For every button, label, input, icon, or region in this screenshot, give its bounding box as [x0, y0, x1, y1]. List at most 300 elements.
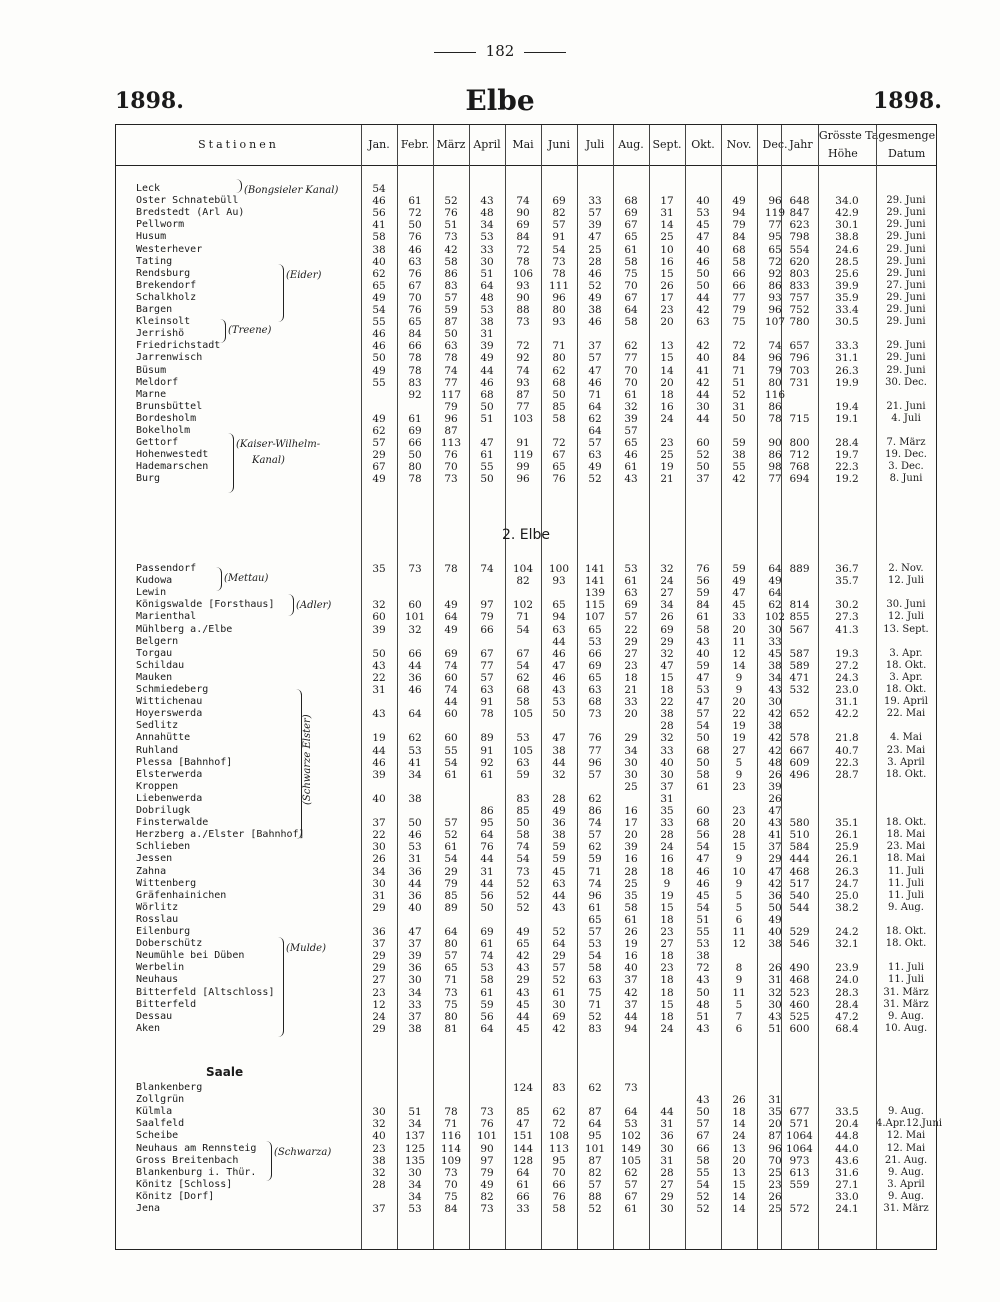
cell-datum: 18. Mai: [886, 829, 926, 841]
cell-month: 84: [732, 352, 746, 365]
cell-jahr: 667: [789, 744, 810, 757]
cell-month: 32: [408, 623, 422, 636]
cell-month: 11: [732, 926, 746, 938]
cell-month: 78: [444, 563, 458, 575]
station-name: Passendorf: [136, 563, 197, 574]
river-bracket-label: (Schwarze Elster): [302, 714, 313, 805]
cell-month: 30: [480, 255, 494, 268]
cell-month: 19: [624, 938, 638, 951]
cell-month: 96: [552, 291, 566, 304]
cell-hoehe: 68.4: [835, 1022, 859, 1035]
cell-month: 67: [552, 449, 566, 462]
cell-month: 52: [552, 974, 566, 987]
cell-hoehe: 42.9: [835, 207, 859, 220]
cell-month: 84: [444, 1203, 458, 1215]
station-name: Lewin: [136, 587, 167, 599]
cell-month: 65: [588, 671, 602, 684]
cell-month: 50: [480, 473, 494, 486]
cell-jahr: 752: [789, 304, 810, 316]
cell-month: 82: [480, 1190, 494, 1203]
cell-month: 79: [768, 364, 782, 377]
cell-month: 40: [696, 647, 710, 660]
cell-month: 20: [732, 623, 746, 636]
cell-month: 35: [768, 1106, 782, 1119]
cell-month: 28: [660, 720, 674, 733]
cell-month: 52: [588, 1203, 602, 1215]
cell-month: 38: [480, 316, 494, 329]
cell-month: 15: [660, 998, 674, 1011]
cell-month: 34: [768, 671, 782, 684]
cell-month: 59: [516, 768, 530, 781]
cell-month: 62: [516, 671, 530, 684]
cell-jahr: 814: [789, 599, 810, 612]
cell-month: 78: [516, 255, 530, 268]
cell-month: 61: [408, 412, 422, 425]
header-jul: Juli: [585, 138, 605, 151]
cell-month: 73: [516, 316, 530, 329]
cell-month: 70: [444, 1178, 458, 1191]
cell-month: 24: [732, 1130, 746, 1143]
cell-month: 46: [624, 449, 638, 462]
cell-month: 73: [588, 708, 602, 721]
cell-hoehe: 19.2: [835, 473, 859, 486]
cell-month: 90: [480, 1142, 494, 1155]
cell-jahr: 648: [789, 195, 810, 208]
cell-hoehe: 19.7: [835, 449, 859, 462]
cell-month: 47: [660, 659, 674, 672]
cell-jahr: 694: [789, 473, 810, 486]
table-row: [116, 207, 936, 219]
cell-month: 61: [444, 841, 458, 854]
cell-month: 46: [552, 647, 566, 660]
cell-month: 36: [408, 865, 422, 878]
cell-month: 64: [444, 926, 458, 938]
table-row: [116, 1023, 936, 1035]
cell-month: 73: [624, 1082, 638, 1094]
cell-month: 13: [732, 1142, 746, 1155]
station-name: Rosslau: [136, 913, 179, 925]
cell-month: 64: [624, 304, 638, 316]
station-name: Sedlitz: [136, 720, 179, 732]
cell-month: 57: [696, 1118, 710, 1131]
cell-month: 34: [408, 1118, 422, 1131]
cell-month: 69: [588, 659, 602, 672]
table-row: [116, 769, 936, 781]
cell-month: 57: [552, 219, 566, 232]
cell-month: 90: [768, 437, 782, 450]
cell-month: 8: [735, 962, 743, 975]
table-row: [116, 624, 936, 636]
cell-month: 60: [444, 671, 458, 684]
cell-month: 22: [660, 696, 674, 709]
cell-month: 33: [768, 635, 782, 648]
cell-jahr: 800: [789, 437, 810, 450]
cell-month: 69: [480, 926, 494, 938]
cell-month: 43: [552, 684, 566, 696]
station-name: Werbelin: [136, 962, 185, 974]
cell-month: 62: [408, 732, 422, 745]
cell-month: 111: [548, 279, 570, 292]
cell-month: 25: [624, 877, 638, 890]
cell-jahr: 529: [789, 926, 810, 938]
cell-month: 51: [732, 376, 746, 389]
cell-month: 85: [444, 889, 458, 902]
cell-month: 64: [480, 829, 494, 842]
cell-month: 68: [552, 376, 566, 389]
cell-hoehe: 42.2: [835, 708, 859, 721]
cell-jahr: 620: [789, 255, 810, 268]
cell-month: 30: [768, 623, 782, 636]
cell-datum: 18. Okt.: [885, 938, 927, 950]
cell-month: 54: [696, 841, 710, 854]
cell-month: 39: [480, 340, 494, 353]
table-row: [116, 926, 936, 938]
cell-month: 11: [732, 635, 746, 648]
cell-month: 30: [624, 768, 638, 781]
cell-datum: 19. Dec.: [885, 449, 927, 461]
table-row: [116, 292, 936, 304]
cell-month: 56: [372, 207, 386, 220]
station-name: Bitterfeld: [136, 998, 197, 1010]
cell-month: 71: [588, 998, 602, 1011]
cell-month: 67: [696, 1130, 710, 1143]
cell-month: 59: [732, 437, 746, 450]
cell-month: 75: [588, 986, 602, 999]
cell-month: 58: [624, 316, 638, 329]
cell-month: 70: [624, 279, 638, 292]
cell-month: 62: [588, 1082, 602, 1094]
table-row: [116, 461, 936, 473]
table-row: [116, 672, 936, 684]
cell-month: 97: [480, 1154, 494, 1167]
cell-month: 36: [372, 926, 386, 938]
cell-month: 42: [624, 986, 638, 999]
cell-month: 73: [552, 255, 566, 268]
cell-month: 17: [660, 291, 674, 304]
cell-month: 86: [480, 805, 494, 817]
cell-month: 37: [372, 938, 386, 951]
cell-month: 62: [372, 267, 386, 280]
cell-month: 85: [552, 400, 566, 413]
cell-hoehe: 30.5: [835, 316, 859, 329]
cell-month: 56: [480, 889, 494, 902]
cell-month: 75: [444, 1190, 458, 1203]
cell-datum: 8. Juni: [889, 473, 923, 485]
station-name: Leck: [136, 183, 161, 194]
cell-month: 85: [516, 805, 530, 817]
cell-month: 62: [768, 599, 782, 612]
cell-month: 6: [735, 1022, 743, 1035]
cell-datum: 31. März: [883, 986, 929, 998]
cell-month: 59: [588, 853, 602, 866]
cell-month: 49: [768, 913, 782, 926]
header-sep: Sept.: [652, 138, 682, 151]
cell-month: 30: [660, 768, 674, 781]
cell-hoehe: 26.3: [835, 364, 859, 377]
section-title: 2. Elbe: [501, 527, 551, 543]
cell-month: 35: [660, 805, 674, 817]
cell-month: 78: [408, 473, 422, 486]
cell-month: 43: [768, 817, 782, 830]
cell-month: 70: [624, 376, 638, 389]
cell-datum: 22. Mai: [886, 708, 926, 720]
cell-month: 96: [588, 889, 602, 902]
header-stationen: Stationen: [198, 138, 279, 151]
cell-month: 43: [696, 1094, 710, 1107]
cell-month: 26: [372, 853, 386, 866]
cell-month: 87: [516, 388, 530, 401]
header-datum: Datum: [888, 147, 926, 160]
cell-month: 34: [408, 1190, 422, 1203]
cell-jahr: 546: [789, 938, 810, 951]
cell-month: 53: [480, 962, 494, 975]
cell-month: 7: [735, 1010, 743, 1023]
cell-hoehe: 19.1: [835, 412, 859, 425]
cell-month: 68: [732, 243, 746, 256]
cell-month: 49: [480, 352, 494, 365]
cell-month: 51: [480, 412, 494, 425]
cell-month: 48: [768, 756, 782, 769]
cell-month: 28: [732, 829, 746, 842]
cell-hoehe: 28.7: [835, 768, 859, 781]
cell-month: 49: [768, 575, 782, 588]
cell-month: 77: [624, 352, 638, 365]
cell-hoehe: 44.8: [835, 1130, 859, 1143]
cell-month: 38: [408, 1022, 422, 1035]
cell-month: 20: [624, 708, 638, 721]
cell-month: 34: [408, 986, 422, 999]
cell-month: 27: [660, 1178, 674, 1191]
cell-month: 20: [660, 316, 674, 329]
cell-month: 83: [444, 279, 458, 292]
cell-month: 40: [372, 255, 386, 268]
page-number: 182: [0, 42, 1000, 60]
table-row: [116, 1167, 936, 1179]
cell-month: 65: [768, 243, 782, 256]
cell-hoehe: 39.9: [835, 279, 859, 292]
cell-month: 28: [552, 792, 566, 805]
cell-month: 98: [768, 461, 782, 474]
cell-month: 73: [408, 563, 422, 575]
cell-month: 50: [408, 449, 422, 462]
cell-month: 55: [372, 376, 386, 389]
cell-month: 68: [588, 696, 602, 709]
river-bracket-label: (Eider): [286, 270, 322, 281]
cell-month: 71: [552, 340, 566, 353]
cell-month: 19: [732, 732, 746, 745]
cell-month: 49: [588, 461, 602, 474]
station-name: Dobrilugk: [136, 805, 191, 816]
cell-month: 24: [660, 575, 674, 588]
cell-month: 34: [408, 768, 422, 781]
cell-month: 32: [660, 732, 674, 745]
cell-month: 70: [624, 364, 638, 377]
cell-month: 46: [372, 756, 386, 769]
table-row: [116, 1130, 936, 1142]
cell-month: 32: [372, 1118, 386, 1131]
cell-month: 16: [624, 853, 638, 866]
cell-month: 18: [660, 913, 674, 926]
cell-month: 59: [696, 587, 710, 600]
cell-month: 19: [660, 889, 674, 902]
cell-month: 29: [552, 950, 566, 963]
cell-jahr: 589: [789, 659, 810, 672]
cell-month: 44: [696, 388, 710, 401]
table-row: [116, 425, 936, 437]
cell-month: 25: [624, 780, 638, 793]
cell-month: 29: [444, 865, 458, 878]
cell-month: 51: [696, 913, 710, 926]
cell-month: 46: [696, 255, 710, 268]
cell-month: 62: [588, 841, 602, 854]
station-name: Elsterwerda: [136, 768, 203, 780]
cell-jahr: 587: [789, 647, 810, 660]
cell-month: 43: [372, 708, 386, 721]
cell-month: 94: [624, 1022, 638, 1035]
cell-month: 63: [408, 255, 422, 268]
cell-month: 42: [768, 732, 782, 745]
cell-month: 92: [408, 388, 422, 401]
table-row: [116, 648, 936, 660]
cell-month: 95: [588, 1130, 602, 1143]
cell-hoehe: 20.4: [835, 1118, 859, 1131]
cell-month: 18: [624, 671, 638, 684]
table-row: [116, 473, 936, 485]
cell-month: 23: [372, 986, 386, 999]
cell-month: 76: [552, 1190, 566, 1203]
station-name: Gräfenhainichen: [136, 889, 227, 901]
cell-month: 37: [588, 340, 602, 353]
cell-month: 64: [552, 938, 566, 951]
cell-datum: 3. April: [887, 1178, 925, 1190]
cell-month: 80: [444, 1010, 458, 1023]
cell-month: 100: [548, 563, 570, 575]
cell-datum: 9. Aug.: [888, 1166, 924, 1178]
cell-month: 32: [552, 768, 566, 781]
cell-month: 57: [552, 962, 566, 975]
cell-month: 29: [768, 853, 782, 866]
table-header: [116, 125, 936, 166]
cell-month: 63: [480, 684, 494, 696]
cell-month: 88: [588, 1190, 602, 1203]
station-name: Bredstedt (Arl Au): [136, 207, 245, 219]
cell-month: 57: [480, 671, 494, 684]
table-row: [116, 950, 936, 962]
cell-month: 42: [516, 950, 530, 963]
cell-month: 12: [732, 938, 746, 951]
cell-hoehe: 21.8: [835, 732, 859, 745]
cell-month: 23: [372, 1142, 386, 1155]
cell-month: 64: [444, 611, 458, 624]
cell-datum: 29. Juni: [886, 340, 926, 352]
cell-jahr: 803: [789, 267, 810, 280]
cell-jahr: 525: [789, 1010, 810, 1023]
cell-month: 57: [624, 611, 638, 624]
cell-month: 74: [768, 340, 782, 353]
cell-month: 87: [444, 316, 458, 329]
cell-month: 25: [768, 1203, 782, 1215]
cell-month: 106: [512, 267, 534, 280]
cell-month: 47: [480, 437, 494, 450]
cell-month: 46: [588, 376, 602, 389]
cell-month: 68: [480, 388, 494, 401]
table-row: [116, 987, 936, 999]
cell-jahr: 768: [789, 461, 810, 474]
cell-month: 72: [732, 340, 746, 353]
cell-month: 50: [372, 647, 386, 660]
table-row: [116, 805, 936, 817]
cell-month: 36: [408, 671, 422, 684]
cell-month: 38: [732, 449, 746, 462]
section-title: Saale: [206, 1065, 244, 1079]
cell-jahr: 652: [789, 708, 810, 721]
cell-month: 80: [552, 304, 566, 316]
cell-month: 9: [735, 877, 743, 890]
cell-month: 49: [372, 291, 386, 304]
cell-hoehe: 26.1: [835, 853, 859, 866]
station-name: Belgern: [136, 635, 179, 647]
cell-month: 49: [480, 1178, 494, 1191]
cell-month: 77: [516, 400, 530, 413]
cell-month: 59: [480, 998, 494, 1011]
cell-month: 58: [624, 255, 638, 268]
cell-month: 37: [624, 998, 638, 1011]
cell-datum: 23. Mai: [886, 744, 926, 756]
cell-month: 58: [516, 829, 530, 842]
cell-hoehe: 33.5: [835, 1106, 859, 1119]
cell-month: 31: [660, 1154, 674, 1167]
cell-month: 64: [588, 400, 602, 413]
cell-month: 72: [408, 207, 422, 220]
cell-jahr: 460: [789, 998, 810, 1011]
cell-month: 139: [584, 587, 606, 600]
cell-month: 65: [588, 623, 602, 636]
cell-month: 65: [444, 962, 458, 975]
cell-month: 47: [696, 696, 710, 709]
cell-month: 95: [552, 1154, 566, 1167]
cell-month: 53: [588, 635, 602, 648]
cell-month: 46: [408, 243, 422, 256]
cell-month: 55: [696, 926, 710, 938]
cell-month: 94: [552, 611, 566, 624]
cell-month: 75: [624, 267, 638, 280]
cell-month: 29: [660, 1190, 674, 1203]
cell-month: 52: [588, 473, 602, 486]
cell-month: 19: [660, 461, 674, 474]
cell-datum: 11. Juli: [888, 865, 924, 877]
cell-month: 85: [516, 1106, 530, 1119]
cell-month: 73: [444, 231, 458, 244]
cell-month: 18: [660, 1010, 674, 1023]
cell-month: 54: [444, 756, 458, 769]
cell-month: 76: [552, 473, 566, 486]
cell-month: 57: [444, 291, 458, 304]
cell-datum: 12. Juli: [888, 611, 924, 623]
station-name: Herzberg a./Elster [Bahnhof]: [136, 829, 305, 841]
cell-month: 108: [548, 1130, 570, 1143]
cell-month: 9: [735, 974, 743, 987]
cell-month: 109: [440, 1154, 462, 1167]
cell-datum: 18. Okt.: [885, 768, 927, 780]
cell-datum: 18. Okt.: [885, 684, 927, 695]
cell-hoehe: 24.6: [835, 243, 859, 256]
header-feb: Febr.: [400, 138, 430, 151]
cell-hoehe: 24.2: [835, 926, 859, 938]
cell-month: 96: [444, 412, 458, 425]
cell-hoehe: 22.3: [835, 756, 859, 769]
cell-month: 18: [660, 865, 674, 878]
cell-month: 101: [404, 611, 426, 624]
